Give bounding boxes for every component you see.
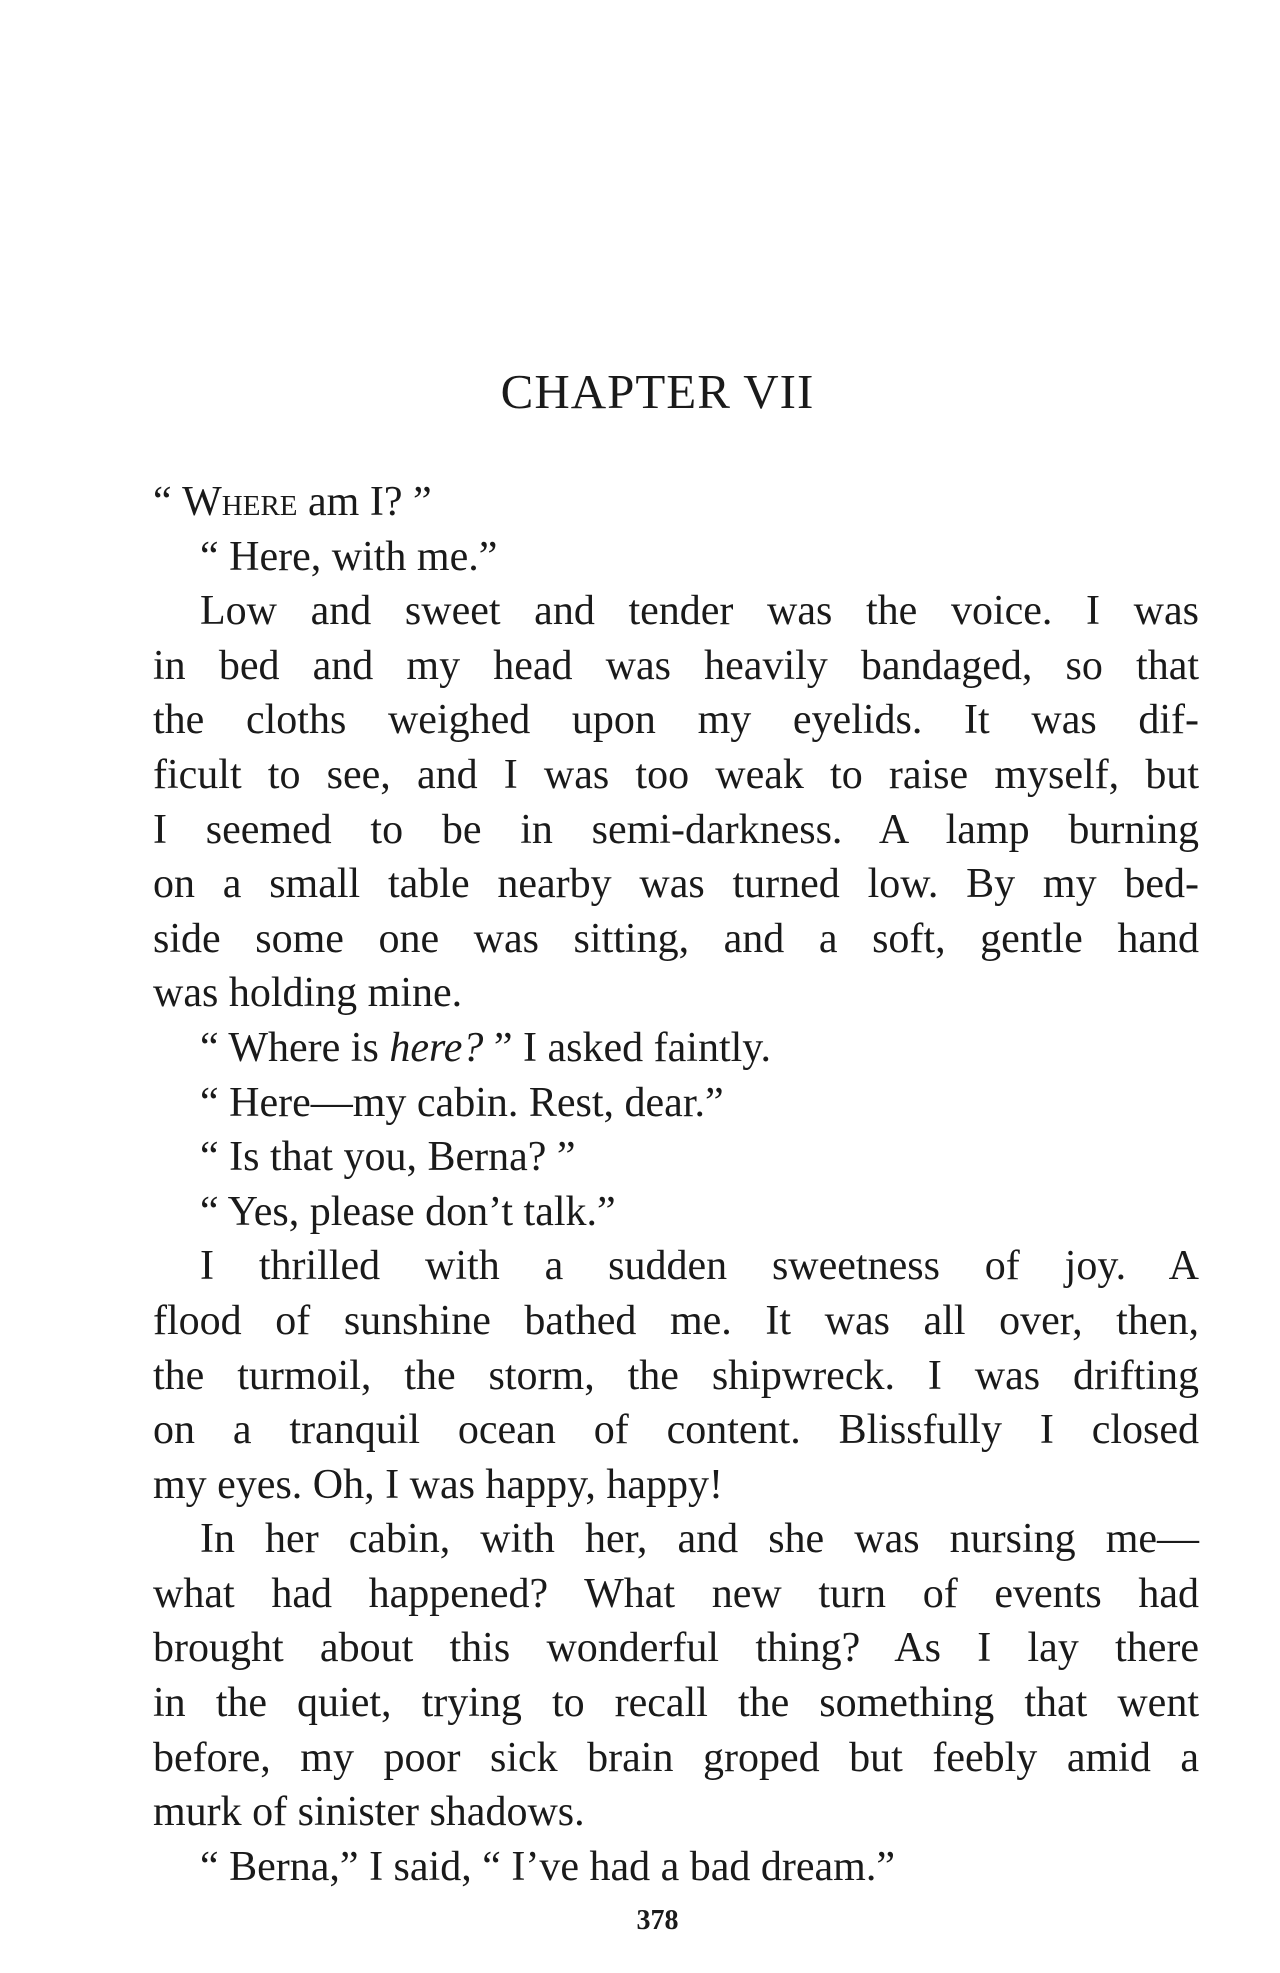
text-line: I seemed to be in semi-darkness. A lamp burning (153, 806, 1199, 853)
chapter-body (153, 475, 1199, 1894)
text-line: my eyes. Oh, I was happy, happy! (153, 1461, 723, 1508)
text-line: brought about this wonderful thing? As I lay there (153, 1625, 1199, 1672)
text-line: I thrilled with a sudden sweetness of joy. A (200, 1243, 1199, 1290)
text-line: Low and sweet and tender was the voice. I was (200, 588, 1199, 635)
text-line: murk of sinister shadows. (153, 1789, 585, 1836)
text-line: in bed and my head was heavily bandaged, so that (153, 642, 1199, 689)
text-line: in the quiet, trying to recall the something that went (153, 1680, 1199, 1727)
text-line: before, my poor sick brain groped but feebly amid a (153, 1734, 1199, 1781)
text-line: “ Berna,” I said, “ I’ve had a bad dream.” (200, 1843, 895, 1890)
text-line: “ Where am I? ” (153, 479, 432, 525)
text-line: “ Is that you, Berna? ” (200, 1134, 576, 1181)
text-line: “ Here, with me.” (200, 533, 498, 580)
text-line: the turmoil, the storm, the shipwreck. I was drifting (153, 1352, 1199, 1399)
text-line: ficult to see, and I was too weak to raise myself, but (153, 751, 1199, 798)
text-line: “ Yes, please don’t talk.” (200, 1188, 616, 1235)
text-line: was holding mine. (153, 970, 463, 1017)
page-number: 378 (636, 1905, 679, 1936)
text-line: “ Here—my cabin. Rest, dear.” (200, 1079, 724, 1126)
text-line: side some one was sitting, and a soft, gentle hand (153, 915, 1199, 962)
text-line: In her cabin, with her, and she was nursing me— (200, 1516, 1199, 1563)
text-line: on a small table nearby was turned low. By my bed- (153, 861, 1199, 908)
text-line: the cloths weighed upon my eyelids. It was dif- (153, 697, 1199, 744)
text-line: flood of sunshine bathed me. It was all over, then, (153, 1297, 1199, 1344)
chapter-title: CHAPTER VII (500, 364, 815, 419)
text-line: on a tranquil ocean of content. Blissfully I closed (153, 1407, 1199, 1454)
italic-word: here? (389, 1024, 484, 1071)
text-line: “ Where is here? ” I asked faintly. (200, 1024, 772, 1071)
text-line: what had happened? What new turn of events had (153, 1570, 1199, 1617)
smallcaps-word: Where (182, 479, 298, 525)
